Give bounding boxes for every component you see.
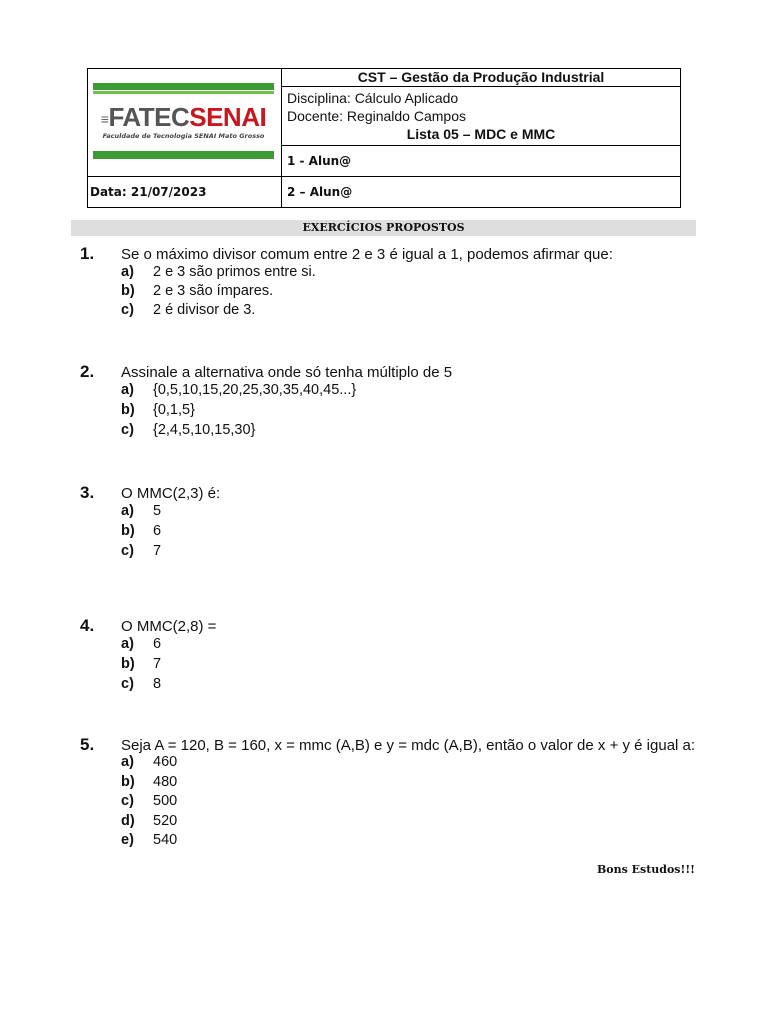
option-c: c) 8 — [121, 676, 162, 692]
course-title: CST – Gestão da Produção Industrial — [282, 69, 681, 87]
question-text: O MMC(2,8) = — [121, 618, 217, 635]
question-text: O MMC(2,3) é: — [121, 485, 221, 502]
logo-wordmark: ≡FATECSENAI — [100, 102, 267, 132]
student1-field: 1 - Alun@ — [282, 146, 681, 177]
option-c: c) 2 é divisor de 3. — [121, 302, 256, 318]
option-a: a) 5 — [121, 503, 162, 519]
logo-subtitle: Faculdade de Tecnologia SENAI Mato Grosso — [102, 132, 265, 140]
question-number: 1. — [80, 244, 95, 263]
fatec-senai-logo — [88, 69, 281, 173]
question-text: Assinale a alternativa onde só tenha múltiplo de 5 — [121, 364, 453, 381]
option-a: a) {0,5,10,15,20,25,30,35,40,45...} — [121, 382, 357, 398]
section-title: EXERCÍCIOS PROPOSTOS — [71, 220, 696, 236]
option-c: c) 7 — [121, 543, 162, 559]
discipline-label: Disciplina: Cálculo Aplicado — [287, 90, 459, 106]
option-e: e) 540 — [121, 832, 178, 848]
question-number: 2. — [80, 362, 95, 381]
question-number: 3. — [80, 483, 95, 502]
question-number: 4. — [80, 616, 95, 635]
student2-field: 2 – Alun@ — [282, 177, 681, 208]
option-b: b) 2 e 3 são ímpares. — [121, 283, 274, 299]
header-table — [87, 68, 681, 208]
teacher-label: Docente: Reginaldo Campos — [287, 108, 466, 124]
option-d: d) 520 — [121, 813, 178, 829]
option-b: b) 480 — [121, 774, 178, 790]
discipline-cell — [282, 87, 681, 146]
logo-cell — [88, 69, 282, 177]
logo-bottom-bar — [93, 151, 274, 159]
option-a: a) 2 e 3 são primos entre si. — [121, 264, 316, 280]
option-a: a) 6 — [121, 636, 162, 652]
option-c: c) {2,4,5,10,15,30} — [121, 422, 256, 438]
closing-note: Bons Estudos!!! — [596, 863, 695, 876]
question-number: 5. — [80, 735, 95, 754]
option-b: b) 6 — [121, 523, 162, 539]
option-c: c) 500 — [121, 793, 178, 809]
logo-top-bar — [93, 83, 274, 90]
date-field: Data: 21/07/2023 — [88, 177, 282, 208]
list-title: Lista 05 – MDC e MMC — [406, 126, 556, 142]
question-text: Se o máximo divisor comum entre 2 e 3 é igual a 1, podemos afirmar que: — [121, 246, 613, 263]
logo-top-bar-light — [93, 91, 274, 94]
question-text: Seja A = 120, B = 160, x = mmc (A,B) e y = mdc (A,B), então o valor de x + y é igual a: — [121, 737, 696, 754]
option-b: b) 7 — [121, 656, 162, 672]
option-b: b) {0,1,5} — [121, 402, 195, 418]
option-a: a) 460 — [121, 754, 178, 770]
